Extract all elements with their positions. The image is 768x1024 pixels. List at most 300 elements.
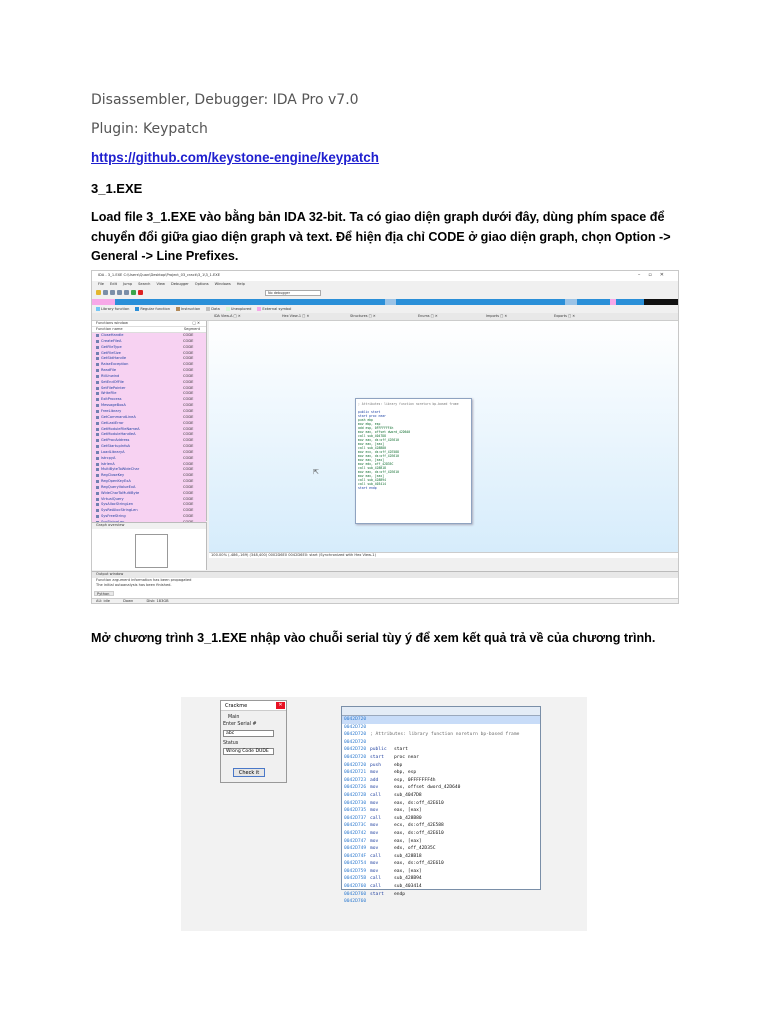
menu-item-file[interactable]: File (98, 282, 105, 286)
function-name: MessageBoxA (101, 403, 126, 408)
legend-item (176, 307, 200, 311)
function-icon (96, 451, 99, 454)
asm-address: 0042D737 (344, 815, 367, 821)
legend-swatch (226, 307, 230, 311)
asm-mnemonic: mov (370, 868, 379, 874)
function-icon (96, 398, 99, 401)
function-name: lstrlenA (101, 461, 115, 466)
tab-imports[interactable]: Imports □ ✕ (486, 314, 508, 318)
asm-line[interactable] (342, 777, 540, 785)
navigation-band-segment (616, 299, 644, 305)
debugger-select[interactable]: No debugger (265, 290, 321, 296)
asm-line[interactable] (342, 898, 540, 906)
asm-mnemonic: public (370, 747, 387, 753)
legend-label: Unexplored (230, 307, 252, 311)
status-disk: Disk: 183GB (146, 599, 169, 603)
asm-mnemonic: mov (370, 800, 379, 806)
disassembly-header (342, 707, 540, 716)
asm-line[interactable] (342, 891, 540, 899)
legend-swatch (135, 307, 139, 311)
menu-item-debugger[interactable]: Debugger (171, 282, 189, 286)
function-segment: CODE (183, 444, 194, 449)
check-button[interactable]: Check it (233, 768, 265, 777)
asm-line[interactable] (342, 830, 540, 838)
asm-line[interactable] (342, 807, 540, 815)
asm-address: 0042D720 (344, 732, 367, 738)
node-line: mov eax, ds:off_42E610 (358, 438, 399, 442)
asm-operands: eax, [eax] (394, 838, 422, 844)
function-segment: CODE (183, 479, 194, 484)
node-line: add esp, 0FFFFFFF4h (358, 426, 394, 430)
output-line: The initial autoanalysis has been finished. (96, 582, 172, 587)
asm-address: 0042D720 (344, 724, 367, 730)
asm-address: 0042D760 (344, 884, 367, 890)
plugin-line: Plugin: Keypatch (91, 121, 208, 137)
tab-exports[interactable]: Exports □ ✕ (554, 314, 576, 318)
function-icon (96, 352, 99, 355)
asm-operands: esp, 0FFFFFFF4h (394, 777, 436, 783)
asm-mnemonic: mov (370, 808, 379, 814)
function-icon (96, 463, 99, 466)
serial-label: Enter Serial # (223, 722, 257, 727)
node-line: call sub_428B94 (358, 478, 386, 482)
asm-mnemonic: start (370, 891, 384, 897)
asm-mnemonic: mov (370, 823, 379, 829)
function-segment: CODE (183, 391, 194, 396)
asm-operands: eax, ds:off_42E610 (394, 861, 444, 867)
function-segment: CODE (183, 420, 194, 425)
asm-mnemonic: mov (370, 830, 379, 836)
asm-line[interactable] (342, 769, 540, 777)
function-segment: CODE (183, 397, 194, 402)
save-icon[interactable] (103, 290, 108, 295)
asm-mnemonic: mov (370, 770, 379, 776)
function-icon (96, 498, 99, 501)
function-icon (96, 416, 99, 419)
legend-label: Regular function (140, 307, 170, 311)
navigation-band-segment (396, 299, 565, 305)
function-segment: CODE (183, 373, 194, 378)
asm-operands: sub_403414 (394, 884, 422, 890)
function-icon (96, 457, 99, 460)
asm-address: 0042D723 (344, 777, 367, 783)
asm-address: 0042D75B (344, 876, 367, 882)
node-line: mov eax, offset dword_42D640 (358, 430, 411, 434)
open-icon[interactable] (96, 290, 101, 295)
asm-operands: sub_428B94 (394, 876, 422, 882)
node-line: call sub_403414 (358, 482, 386, 486)
node-line: mov eax, [eax] (358, 458, 385, 462)
asm-operands: ebp, esp (394, 770, 417, 776)
function-name: GetLastError (101, 420, 124, 425)
node-line: call sub_428B80 (358, 446, 386, 450)
function-name: SysFreeString (101, 514, 126, 519)
function-icon (96, 486, 99, 489)
search-icon[interactable] (124, 290, 129, 295)
function-segment: CODE (183, 426, 194, 431)
function-icon (96, 468, 99, 471)
node-line: call sub_4047D8 (358, 434, 386, 438)
functions-title: Functions window (96, 321, 128, 325)
node-line: mov eax, [eax] (358, 442, 385, 446)
ida-toolbar (92, 288, 678, 297)
asm-line[interactable] (342, 853, 540, 861)
node-line: mov eax, [eax] (358, 474, 385, 478)
navigation-band-segment (115, 299, 385, 305)
function-segment: CODE (183, 379, 194, 384)
function-name: WideCharToMultiByte (101, 490, 140, 495)
asm-operands: ebp (394, 762, 403, 768)
function-name: SysReAllocStringLen (101, 508, 138, 513)
asm-address: 0042D721 (344, 770, 367, 776)
menu-item-search[interactable]: Search (138, 282, 151, 286)
function-name: RaiseException (101, 362, 129, 367)
python-button[interactable]: Python (94, 591, 114, 596)
asm-mnemonic: push (370, 762, 382, 768)
graph-status-line: 100.00% (-486,-169) (348,400) 0002D6E0 0042D6E0: start (Synchronized with Hex View-1) (209, 552, 679, 558)
functions-list (92, 333, 206, 526)
output-line: Function argument information has been propagated (96, 578, 192, 582)
asm-address: 0042D726 (344, 785, 367, 791)
ida-tab-bar (92, 313, 678, 321)
function-segment: CODE (183, 338, 194, 343)
asm-address: 0042D742 (344, 830, 367, 836)
legend-item (257, 307, 291, 311)
function-icon (96, 480, 99, 483)
function-segment: CODE (183, 473, 194, 478)
asm-mnemonic (370, 724, 394, 732)
run-icon[interactable] (131, 290, 136, 295)
asm-address: 0042D72B (344, 792, 367, 798)
legend-item (96, 307, 129, 311)
node-line: call sub_428B18 (358, 466, 386, 470)
asm-operands: sub_428B18 (394, 853, 422, 859)
function-name: lstrcpyA (101, 455, 116, 460)
legend-label: External symbol (262, 307, 292, 311)
status-au: AU: idle (96, 599, 110, 603)
tab-enums[interactable]: Enums □ ✕ (418, 314, 438, 318)
asm-address: 0042D735 (344, 808, 367, 814)
function-segment: CODE (183, 455, 194, 460)
function-segment: CODE (183, 356, 194, 361)
legend-item (206, 307, 220, 311)
asm-line[interactable] (342, 762, 540, 770)
function-segment: CODE (183, 403, 194, 408)
asm-mnemonic (370, 739, 394, 747)
asm-operands: edx, off_42D35C (394, 846, 436, 852)
asm-line[interactable] (342, 784, 540, 792)
asm-mnemonic: add (370, 777, 379, 783)
asm-line[interactable] (342, 754, 540, 762)
function-icon (96, 428, 99, 431)
function-icon (96, 346, 99, 349)
asm-mnemonic (370, 716, 394, 724)
ida-screenshot (91, 270, 679, 604)
function-name: GetCommandLineA (101, 414, 136, 419)
asm-operands: eax, ds:off_42E610 (394, 830, 444, 836)
asm-mnemonic: call (370, 792, 382, 798)
serial-input[interactable]: abc (223, 730, 274, 737)
asm-line[interactable] (342, 746, 540, 754)
asm-line[interactable] (342, 731, 540, 739)
asm-mnemonic (370, 898, 394, 906)
function-icon (96, 445, 99, 448)
ida-title-bar (92, 271, 678, 281)
asm-operands: sub_428B80 (394, 815, 422, 821)
function-name: ReadFile (101, 368, 117, 373)
function-segment: CODE (183, 514, 194, 519)
function-icon (96, 503, 99, 506)
asm-line[interactable] (342, 792, 540, 800)
crackme-title: Crackme (221, 701, 286, 711)
function-name: RegQueryValueExA (101, 484, 136, 489)
asm-operands: sub_4047D8 (394, 792, 422, 798)
output-window (92, 571, 678, 599)
graph-view[interactable] (209, 321, 679, 552)
legend-label: Data (211, 307, 220, 311)
asm-mnemonic: mov (370, 838, 379, 844)
function-name: GetModuleHandleA (101, 432, 136, 437)
paragraph-run-program: Mở chương trình 3_1.EXE nhập vào chuỗi serial tùy ý để xem kết quả trả về của chương trình. (91, 631, 656, 645)
function-icon (96, 410, 99, 413)
function-segment: CODE (183, 449, 194, 454)
function-segment: CODE (183, 496, 194, 501)
disassembly-view[interactable] (341, 706, 541, 905)
asm-line[interactable] (342, 868, 540, 876)
function-segment: CODE (183, 368, 194, 373)
navigation-band-segment (644, 299, 678, 305)
asm-operands: eax, [eax] (394, 868, 422, 874)
close-icon[interactable]: ✕ (276, 702, 285, 709)
asm-line[interactable] (342, 875, 540, 883)
menu-item-jump[interactable]: Jump (122, 282, 133, 286)
tab-structures[interactable]: Structures □ ✕ (350, 314, 376, 318)
asm-mnemonic: mov (370, 785, 379, 791)
function-name: RegOpenKeyExA (101, 479, 131, 484)
tool-line: Disassembler, Debugger: IDA Pro v7.0 (91, 92, 359, 108)
function-segment: CODE (183, 414, 194, 419)
function-icon (96, 334, 99, 337)
function-name: SysAllocStringLen (101, 502, 134, 507)
graph-overview-window (92, 522, 207, 570)
function-name: VirtualQuery (101, 496, 124, 501)
asm-line[interactable] (342, 716, 540, 724)
function-icon (96, 433, 99, 436)
asm-address: 0042D720 (344, 739, 367, 745)
asm-address: 0042D720 (344, 717, 367, 722)
menu-item-windows[interactable]: Windows (214, 282, 231, 286)
asm-address: 0042D720 (344, 762, 367, 768)
function-segment: CODE (183, 484, 194, 489)
asm-operands: ecx, ds:off_42E588 (394, 823, 444, 829)
node-line: public start (358, 410, 381, 414)
function-icon (96, 387, 99, 390)
status-field: Wrong Code DUDE (223, 748, 274, 755)
asm-line[interactable] (342, 883, 540, 891)
mouse-cursor-icon: ⇱ (313, 468, 319, 476)
function-name: CreateFileA (101, 338, 122, 343)
node-line: mov ecx, ds:off_42E588 (358, 450, 399, 454)
function-name: GetFileType (101, 344, 122, 349)
asm-mnemonic: mov (370, 846, 379, 852)
function-segment: CODE (183, 408, 194, 413)
function-icon (96, 357, 99, 360)
legend-swatch (96, 307, 100, 311)
function-segment: CODE (183, 490, 194, 495)
asm-operands: start (394, 747, 408, 753)
graph-node-start[interactable] (355, 398, 472, 524)
function-segment: CODE (183, 362, 194, 367)
asm-address: 0042D74F (344, 853, 367, 859)
col-segment[interactable]: Segment (183, 327, 200, 331)
asm-operands: endp (394, 891, 406, 897)
function-name: ExitProcess (101, 397, 122, 402)
ida-menu-bar (92, 281, 678, 288)
function-segment: CODE (183, 467, 194, 472)
col-function-name[interactable]: Function name (96, 327, 123, 331)
function-segment: CODE (183, 432, 194, 437)
asm-line[interactable] (342, 860, 540, 868)
stop-icon[interactable] (138, 290, 143, 295)
node-line: start endp (358, 486, 377, 490)
node-line: mov eax, ds:off_42E610 (358, 454, 399, 458)
asm-address: 0042D759 (344, 868, 367, 874)
asm-address: 0042D749 (344, 846, 367, 852)
navigation-band[interactable] (92, 299, 678, 305)
function-name: RtlUnwind (101, 373, 120, 378)
node-line: start proc near (358, 414, 386, 418)
legend-swatch (176, 307, 180, 311)
menu-item-edit[interactable]: Edit (110, 282, 117, 286)
ida-status-bar (92, 598, 678, 604)
navigation-band-segment (385, 299, 396, 305)
window-controls[interactable]: –▫✕ (637, 272, 672, 278)
function-icon (96, 439, 99, 442)
keypatch-link[interactable]: https://github.com/keystone-engine/keypatch (91, 150, 379, 165)
asm-operands: eax, offset dword_42D640 (394, 785, 461, 791)
asm-line[interactable] (342, 739, 540, 747)
function-name: GetProcAddress (101, 438, 130, 443)
functions-window (92, 321, 207, 521)
asm-address: 0042D720 (344, 754, 367, 760)
node-line: ; Attributes: library function noreturn bp-based frame (358, 402, 459, 406)
asm-operands: eax, [eax] (394, 808, 422, 814)
function-name: SetEndOfFile (101, 379, 124, 384)
asm-line[interactable] (342, 845, 540, 853)
function-name: FreeLibrary (101, 408, 122, 413)
legend-label: Instruction (181, 307, 201, 311)
status-direction: Down (123, 599, 134, 603)
function-segment: CODE (183, 385, 194, 390)
legend-swatch (257, 307, 261, 311)
node-line: mov edx, off_42D35C (358, 462, 394, 466)
asm-address: 0042D754 (344, 861, 367, 867)
legend-swatch (206, 307, 210, 311)
output-title: Output window (92, 572, 678, 578)
function-icon (96, 369, 99, 372)
node-line: mov eax, ds:off_42E610 (358, 470, 399, 474)
asm-operands: eax, ds:off_42E610 (394, 800, 444, 806)
asm-line[interactable] (342, 815, 540, 823)
asm-operands: proc near (394, 754, 419, 760)
disassembly-lines (342, 716, 540, 906)
function-name: WriteFile (101, 391, 117, 396)
navigation-band-segment (565, 299, 576, 305)
asm-mnemonic: start (370, 754, 384, 760)
asm-mnemonic: call (370, 876, 382, 882)
asm-mnemonic: call (370, 853, 382, 859)
tab-hex-view-1[interactable]: Hex View-1 □ ✕ (282, 314, 310, 318)
asm-address: 0042D720 (344, 747, 367, 753)
status-label: Status (223, 741, 239, 746)
function-name: GetModuleFileNameA (101, 426, 140, 431)
function-segment: CODE (183, 461, 194, 466)
ida-title: IDA - 3_1.EXE C:\Users\Quan\Desktop\Project_03_crack\3_1\3_1.EXE (98, 273, 220, 277)
function-name: GetStartupInfoA (101, 444, 131, 449)
function-icon (96, 474, 99, 477)
function-icon (96, 509, 99, 512)
asm-address: 0042D760 (344, 899, 367, 905)
legend-item (226, 307, 252, 311)
node-line: mov ebp, esp (358, 422, 381, 426)
asm-mnemonic: call (370, 884, 382, 890)
function-segment: CODE (183, 508, 194, 513)
function-segment: CODE (183, 344, 194, 349)
function-icon (96, 422, 99, 425)
menu-item-help[interactable]: Help (236, 282, 245, 286)
function-segment: CODE (183, 350, 194, 355)
function-segment: CODE (183, 438, 194, 443)
main-label: Main (228, 715, 240, 720)
crackme-screenshot (181, 697, 587, 931)
tab-ida-view-a[interactable]: IDA View-A □ ✕ (214, 314, 241, 318)
function-name: GetFileSize (101, 350, 121, 355)
menu-item-options[interactable]: Options (194, 282, 209, 286)
menu-item-view[interactable]: View (156, 282, 165, 286)
asm-line[interactable] (342, 724, 540, 732)
function-icon (96, 492, 99, 495)
navigation-legend (92, 306, 678, 312)
paragraph-load-file: Load file 3_1.EXE vào bằng bản IDA 32-bit. Ta có giao diện graph dưới đây, dùng phím space để chuyển đổi giữa giao diện graph và text. Để hiện địa chỉ CODE ở giao diện graph, chọn Option -> General -> Line Prefixes. (91, 210, 671, 263)
crackme-window (220, 700, 287, 783)
graph-overview-thumbnail[interactable] (135, 534, 168, 568)
function-icon (96, 381, 99, 384)
navigation-band-segment (577, 299, 611, 305)
function-name: CloseHandle (101, 333, 124, 337)
back-icon[interactable] (110, 290, 115, 295)
function-icon (96, 375, 99, 378)
asm-comment: ; Attributes: library function noreturn bp-based frame (370, 732, 520, 738)
navigation-band-segment (92, 299, 115, 305)
asm-mnemonic: call (370, 815, 382, 821)
function-name: RegCloseKey (101, 473, 125, 478)
legend-label: Library function (101, 307, 130, 311)
function-name: MultiByteToWideChar (101, 467, 140, 472)
node-line: push ebp (358, 418, 373, 422)
graph-overview-title: Graph overview (92, 523, 206, 529)
asm-line[interactable] (342, 800, 540, 808)
function-icon (96, 404, 99, 407)
asm-line[interactable] (342, 838, 540, 846)
pane-controls[interactable]: □ ✕ (192, 321, 200, 325)
function-icon (96, 340, 99, 343)
function-icon (96, 515, 99, 518)
function-icon (96, 392, 99, 395)
forward-icon[interactable] (117, 290, 122, 295)
function-name: LoadLibraryA (101, 449, 125, 454)
asm-line[interactable] (342, 822, 540, 830)
asm-address: 0042D747 (344, 838, 367, 844)
